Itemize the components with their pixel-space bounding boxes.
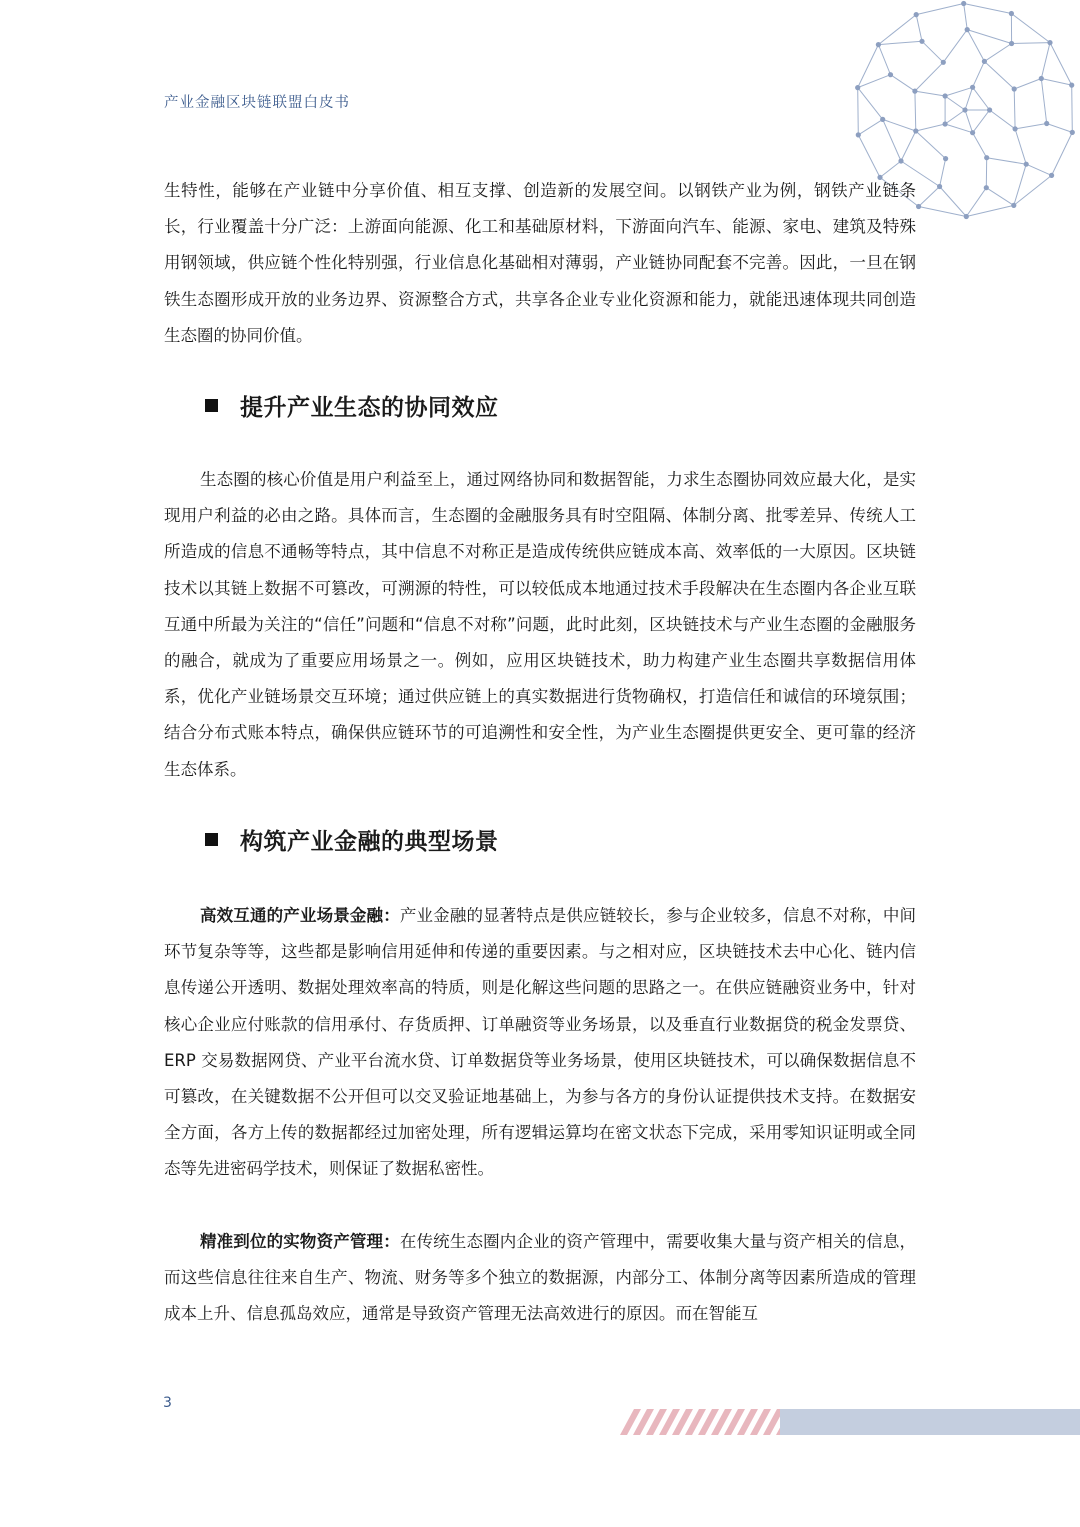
globe-edge (1050, 43, 1072, 86)
globe-edge (1041, 79, 1046, 124)
globe-edge (883, 119, 901, 161)
globe-node (961, 1, 966, 6)
globe-node (943, 121, 948, 126)
paragraph-asset-management-text: 在传统生态圈内企业的资产管理中，需要收集大量与资产相关的信息，而这些信息往往来自生产、物流、财务等多个独立的数据源，内部分工、体制分离等因素所造成的管理成本上升、信息孤岛效应，通常是导致资产管理无法高效进行的原因。而在智能互 (164, 1232, 917, 1324)
globe-node (913, 128, 918, 133)
globe-node (970, 85, 975, 90)
globe-edge (1015, 129, 1026, 164)
globe-edge (1041, 43, 1050, 79)
globe-node (914, 12, 919, 17)
globe-edge (1015, 124, 1047, 129)
globe-node (941, 60, 946, 65)
globe-edge (965, 87, 973, 110)
globe-edge (990, 110, 1016, 129)
globe-node (943, 156, 948, 161)
globe-edge (965, 110, 973, 133)
globe-edge (1052, 132, 1073, 175)
globe-edge (883, 119, 916, 131)
globe-edge (1011, 14, 1050, 43)
globe-edge (964, 4, 968, 30)
section-heading-synergy (205, 389, 499, 422)
globe-node (1009, 11, 1014, 16)
globe-edge (916, 4, 964, 15)
globe-node (919, 39, 924, 44)
globe-edge (945, 96, 965, 110)
globe-node (1013, 126, 1018, 131)
paragraph-asset-management (164, 1224, 916, 1333)
globe-edge (878, 45, 890, 75)
globe-edge (858, 88, 883, 120)
globe-edge (1014, 164, 1026, 205)
globe-edge (1014, 79, 1041, 90)
globe-edge (986, 188, 1014, 206)
globe-edge (916, 124, 945, 131)
globe-edge (858, 135, 880, 178)
globe-node (880, 117, 885, 122)
globe-node (984, 155, 989, 160)
globe-edge (922, 41, 943, 62)
globe-node (943, 93, 948, 98)
globe-node (1069, 83, 1074, 88)
globe-edge (973, 110, 990, 133)
globe-node (982, 59, 987, 64)
globe-node (937, 184, 942, 189)
globe-node (1039, 76, 1044, 81)
globe-node (1009, 41, 1014, 46)
globe-edge (1026, 164, 1051, 175)
globe-edge (945, 87, 973, 96)
globe-node (962, 107, 967, 112)
globe-edge (1014, 175, 1052, 205)
globe-node (1024, 162, 1029, 167)
globe-node (1011, 203, 1016, 208)
paragraph-synergy (164, 462, 916, 788)
globe-edge (1012, 43, 1050, 44)
globe-node (876, 42, 881, 47)
globe-node (855, 85, 860, 90)
paragraph-intro-text: 生特性，能够在产业链中分享价值、相互支撑、创造新的发展空间。以钢铁产业为例，钢铁产业链条长，行业覆盖十分广泛：上游面向能源、化工和基础原材料，下游面向汽车、能源、家电、建筑及特殊用钢领域，供应链个性化特别强，行业信息化基础相对薄弱，产业链协同配套不完善。因此，一旦在钢铁生态圈形成开放的业务边界、资源整合方式，共享各企业专业化资源和能力，就能迅速体现共同创造生态圈的协同价值。 (164, 181, 916, 345)
globe-node (984, 185, 989, 190)
globe-node (1012, 86, 1017, 91)
globe-node (1070, 130, 1075, 135)
globe-edge (1072, 85, 1073, 132)
globe-node (856, 132, 861, 137)
globe-edge (964, 4, 1012, 14)
globe-node (965, 27, 970, 32)
globe-edge (858, 119, 882, 134)
globe-node (987, 107, 992, 112)
paragraph-synergy-text: 生态圈的核心价值是用户利益至上，通过网络协同和数据智能，力求生态圈协同效应最大化，是实现用户利益的必由之路。具体而言，生态圈的金融服务具有时空阻隔、体制分离、批零差异、传统人工所造成的信息不通畅等特点，其中信息不对称正是造成传统供应链成本高、效率低的一大原因。区块链技术以其链上数据不可篡改，可溯源的特性，可以较低成本地通过技术手段解决在生态圈内各企业互联互通中所最为关注的“信任”问题和“信息不对称”问题，此时此刻，区块链技术与产业生态圈的金融服务的融合，就成为了重要应用场景之一。例如，应用区块链技术，助力构建产业生态圈共享数据信用体系，优化产业链场景交互环境；通过供应链上的真实数据进行货物确权，打造信任和诚信的环境氛围；结合分布式账本特点，确保供应链环节的可追溯性和安全性，为产业生态圈提供更安全、更可靠的经济生态体系。 (164, 470, 916, 779)
globe-edge (973, 133, 987, 158)
running-header: 产业金融区块链联盟白皮书 (164, 95, 350, 111)
globe-edge (916, 15, 922, 42)
paragraph-intro (164, 173, 916, 354)
globe-edge (858, 88, 859, 135)
globe-node (916, 204, 921, 209)
globe-edge (984, 61, 1014, 89)
page-number: 3 (163, 1395, 172, 1411)
footer-bar (780, 1409, 1080, 1435)
section-heading-synergy-text: 提升产业生态的协同效应 (240, 395, 499, 421)
globe-edge (1014, 89, 1015, 129)
globe-node (912, 89, 917, 94)
paragraph-asset-management-lead: 精准到位的实物资产管理： (200, 1232, 400, 1251)
globe-node (970, 130, 975, 135)
globe-edge (984, 44, 1011, 62)
globe-edge (919, 187, 940, 207)
globe-edge (973, 87, 990, 110)
footer-stripe-decoration (620, 1408, 1080, 1436)
square-bullet-icon (205, 399, 218, 412)
paragraph-scenario-finance-lead: 高效互通的产业场景金融： (200, 906, 400, 925)
globe-edge (1041, 79, 1071, 86)
globe-node (888, 72, 893, 77)
globe-node (1047, 40, 1052, 45)
paragraph-scenario-finance (164, 898, 916, 1188)
globe-node (898, 158, 903, 163)
globe-edge (916, 131, 946, 159)
globe-edge (945, 124, 973, 133)
globe-edge (943, 30, 967, 63)
globe-edge (901, 131, 916, 161)
globe-edge (940, 159, 946, 187)
section-heading-scenarios (205, 823, 499, 856)
globe-edge (878, 41, 922, 44)
globe-edge (915, 62, 943, 91)
globe-edge (891, 75, 915, 91)
globe-node (1049, 173, 1054, 178)
globe-node (964, 214, 969, 219)
paragraph-scenario-finance-text: 产业金融的显著特点是供应链较长，参与企业较多，信息不对称，中间环节复杂等等，这些都是影响信用延伸和传递的重要因素。与之相对应，区块链技术去中心化、链内信息传递公开透明、数据处理效率高的特质，则是化解这些问题的思路之一。在供应链融资业务中，针对核心企业应付账款的信用承付、存货质押、订单融资等业务场景，以及垂直行业数据贷的税金发票贷、ERP 交易数据网贷、产业平台流水贷、订单数据贷等业务场景，使用区块链技术，可以确保数据信息不可篡改，在关键数据不公开但可以交叉验证地基础上，为参与各方的身份认证提供技术支持。在数据安全方面，各方上传的数据都经过加密处理，所有逻辑运算均在密文状态下完成，采用零知识证明或全同态等先进密码学技术，则保证了数据私密性。 (164, 906, 917, 1179)
globe-edge (973, 61, 985, 87)
globe-edge (915, 91, 916, 131)
globe-edge (878, 15, 916, 45)
square-bullet-icon (205, 833, 218, 846)
globe-node (1044, 121, 1049, 126)
globe-edge (945, 110, 965, 124)
globe-edge (915, 91, 945, 96)
globe-edge (987, 158, 1026, 165)
section-heading-scenarios-text: 构筑产业金融的典型场景 (240, 829, 499, 855)
globe-edge (1047, 124, 1073, 133)
